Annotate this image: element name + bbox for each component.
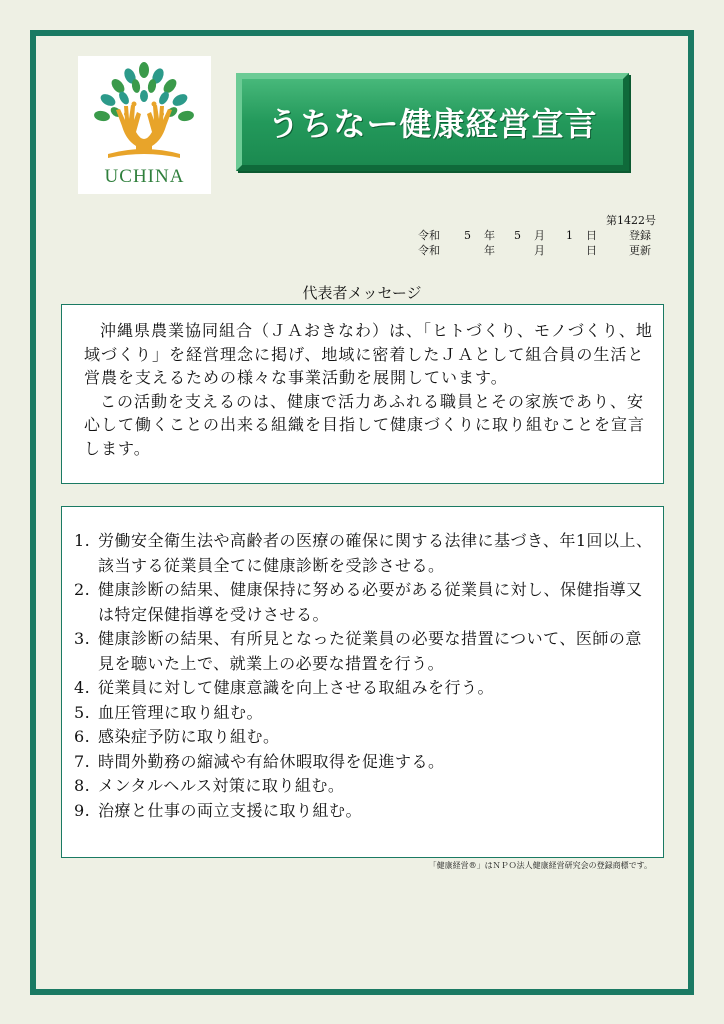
item-text: 時間外勤務の縮減や有給休暇取得を促進する。	[98, 751, 445, 771]
item-number: 5.	[74, 702, 91, 722]
declaration-item	[74, 725, 655, 750]
declaration-item	[74, 627, 655, 676]
item-number: 6.	[74, 727, 91, 746]
message-paragraph: 沖縄県農業協同組合（ＪＡおきなわ）は、「ヒトづくり、モノづくり、地域づくり」を経営理念に掲げ、地域に密着したＪＡとして組合員の生活と営農を支えるための様々な事業活動を展開しています。	[84, 321, 653, 387]
day-value: 1	[566, 229, 573, 242]
declaration-item	[74, 750, 655, 775]
message-paragraph: この活動を支えるのは、健康で活力あふれる職員とその家族であり、安心して働くことの出来る組織を目指して健康づくりに取り組むことを宣言します。	[84, 391, 646, 458]
item-text: 従業員に対して健康意識を向上させる取組みを行う。	[98, 678, 495, 697]
logo-wordmark: UCHINA	[104, 166, 185, 187]
item-number: 3.	[74, 629, 91, 648]
message-heading: 代表者メッセージ	[302, 284, 422, 302]
representative-message-box	[61, 304, 664, 484]
item-number: 8.	[74, 776, 91, 795]
item-text: 労働安全衛生法や高齢者の医療の確保に関する法律に基づき、年1回以上、該当する従業員全てに健康診断を受診させる。	[98, 531, 653, 575]
month-value: 5	[514, 229, 521, 242]
item-text: 治療と仕事の両立支援に取り組む。	[98, 800, 363, 820]
declaration-item	[74, 529, 655, 578]
declaration-list	[61, 506, 664, 858]
uchina-logo	[78, 56, 211, 194]
title-banner	[236, 73, 629, 171]
month-label: 月	[534, 229, 545, 242]
era: 令和	[418, 244, 440, 257]
registration-table	[418, 228, 658, 258]
registration-row	[418, 228, 658, 243]
day-label: 日	[586, 244, 597, 257]
registration-number: 第1422号	[606, 214, 656, 227]
trademark-footnote: 「健康経営®」はＮＰＯ法人健康経営研究会の登録商標です。	[428, 861, 652, 870]
item-number: 7.	[74, 751, 91, 771]
item-number: 9.	[74, 800, 91, 820]
item-text: 健康診断の結果、有所見となった従業員の必要な措置について、医師の意見を聴いた上で、就業上の必要な措置を行う。	[98, 629, 642, 673]
page-title: うちなー健康経営宣言	[267, 105, 598, 143]
item-text: 血圧管理に取り組む。	[98, 702, 264, 722]
era: 令和	[418, 229, 440, 242]
item-number: 4.	[74, 678, 91, 697]
declaration-item	[74, 578, 655, 627]
declaration-item	[74, 799, 655, 824]
year-value: 5	[464, 229, 471, 242]
month-label: 月	[534, 244, 545, 257]
declaration-item	[74, 676, 655, 701]
tree-hands-icon	[78, 56, 211, 166]
item-number: 2.	[74, 580, 91, 599]
item-text: 健康診断の結果、健康保持に努める必要がある従業員に対し、保健指導又は特定保健指導を受けさせる。	[98, 580, 643, 624]
year-label: 年	[484, 244, 495, 257]
item-number: 1.	[74, 531, 91, 550]
item-text: メンタルヘルス対策に取り組む。	[98, 776, 345, 795]
year-label: 年	[484, 229, 495, 242]
declaration-item	[74, 774, 655, 799]
day-label: 日	[586, 229, 597, 242]
update-row	[418, 243, 658, 258]
update-action: 更新	[629, 244, 651, 257]
registration-action: 登録	[629, 229, 651, 242]
item-text: 感染症予防に取り組む。	[98, 727, 280, 746]
declaration-item	[74, 701, 655, 726]
